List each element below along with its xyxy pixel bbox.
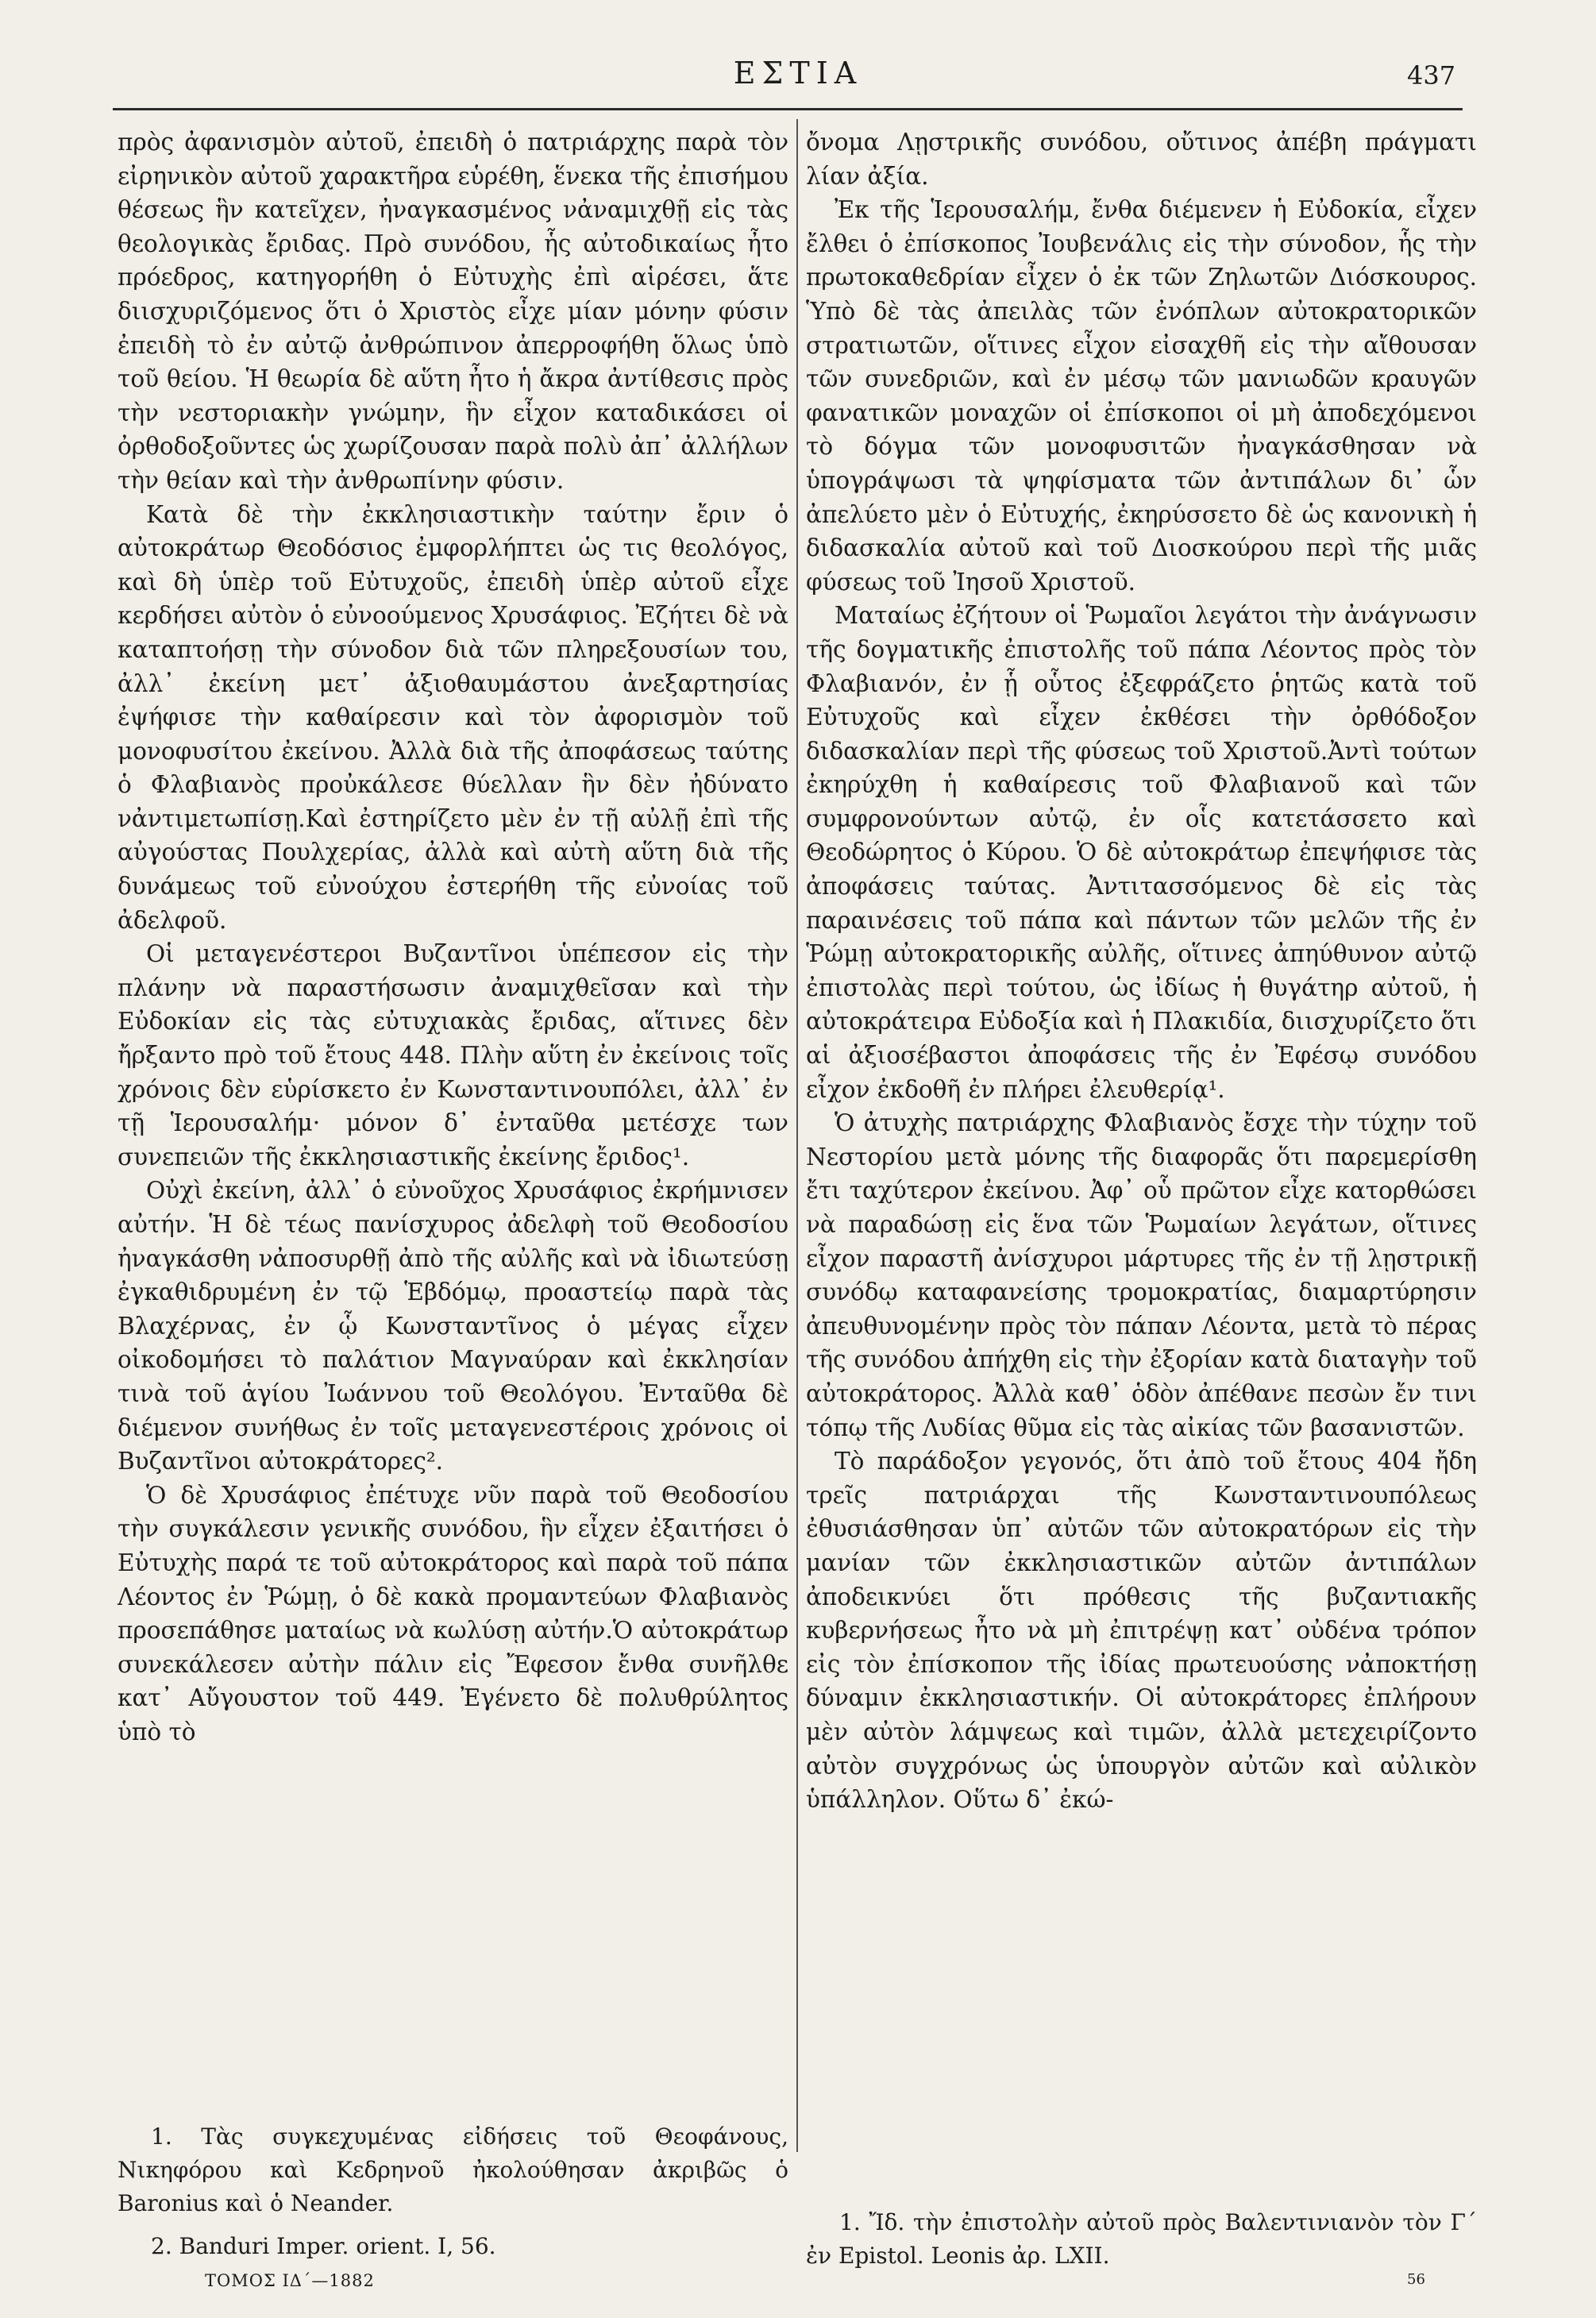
footnotes-left [118,2120,788,2263]
paragraph: Ἐκ τῆς Ἱερουσαλήμ, ἔνθα διέμενεν ἡ Εὐδοκία, εἶχεν ἔλθει ὁ ἐπίσκοπος Ἰουβενάλις εἰς τὴν σύνοδον, ἧς τὴν πρωτοκαθεδρίαν εἶχεν ὁ ἐκ τῶν Ζηλωτῶν Διόσκουρος. Ὑπὸ δὲ τὰς ἀπειλὰς τῶν ἐνόπλων αὐτοκρατορικῶν στρατιωτῶν, οἵτινες εἶχον εἰσαχθῆ εἰς τὴν αἴθουσαν τῶν συνεδριῶν, καὶ ἐν μέσῳ τῶν μανιωδῶν κραυγῶν φανατικῶν μοναχῶν οἱ ἐπίσκοποι οἱ μὴ ἀποδεχόμενοι τὸ δόγμα τῶν μονοφυσιτῶν ἠναγκάσθησαν νὰ ὑπογράψωσι τὰ ψηφίσματα τῶν ἀντιπάλων δι᾽ ὧν ἀπελύετο μὲν ὁ Εὐτυχής, ἐκηρύσσετο δὲ ὡς κανονικὴ ἡ διδασκαλία αὐτοῦ καὶ τοῦ Διοσκούρου περὶ τῆς μιᾶς φύσεως τοῦ Ἰησοῦ Χριστοῦ. [806,196,1477,596]
header-rule [113,108,1463,110]
left-column [118,125,788,1749]
paragraph: ὄνομα Λῃστρικῆς συνόδου, οὔτινος ἀπέβη πράγματι λίαν ἀξία. [806,129,1477,190]
footnote: 1. Τὰς συγκεχυμένας εἰδήσεις τοῦ Θεοφάνους, Νικηφόρου καὶ Κεδρηνοῦ ἠκολούθησαν ἀκριβῶς ὁ Baronius καὶ ὁ Neander. [118,2123,788,2216]
paragraph: Ματαίως ἐζήτουν οἱ Ῥωμαῖοι λεγάτοι τὴν ἀνάγνωσιν τῆς δογματικῆς ἐπιστολῆς τοῦ πάπα Λέοντος πρὸς τὸν Φλαβιανόν, ἐν ᾗ οὗτος ἐξεφράζετο ῥητῶς κατὰ τοῦ Εὐτυχοῦς καὶ εἶχεν ἐκθέσει τὴν ὀρθόδοξον διδασκαλίαν περὶ τῆς φύσεως τοῦ Χριστοῦ.Ἀντὶ τούτων ἐκηρύχθη ἡ καθαίρεσις τοῦ Φλαβιανοῦ καὶ τῶν συμφρονούντων αὐτῷ, ἐν οἷς κατετάσσετο καὶ Θεοδώρητος ὁ Κύρου. Ὁ δὲ αὐτοκράτωρ ἐπεψήφισε τὰς ἀποφάσεις ταύτας. Ἀντιτασσόμενος δὲ εἰς τὰς παραινέσεις τοῦ πάπα καὶ πάντων τῶν μελῶν τῆς ἐν Ῥώμῃ αὐτοκρατορικῆς αὐλῆς, οἵτινες ἀπηύθυνον αὐτῷ ἐπιστολὰς περὶ τούτου, ὡς ἰδίως ἡ θυγάτηρ αὐτοῦ, ἡ αὐτοκράτειρα Εὐδοξία καὶ ἡ Πλακιδία, διισχυρίζετο ὅτι αἱ ἀξιοσέβαστοι ἀποφάσεις τῆς ἐν Ἐφέσῳ συνόδου εἶχον ἐκδοθῆ ἐν πλήρει ἐλευθερίᾳ¹. [806,602,1477,1103]
paragraph: Τὸ παράδοξον γεγονός, ὅτι ἀπὸ τοῦ ἔτους 404 ἤδη τρεῖς πατριάρχαι τῆς Κωνσταντινουπόλεως ἐθυσιάσθησαν ὑπ᾽ αὐτῶν τῶν αὐτοκρατόρων εἰς τὴν μανίαν τῶν ἐκκλησιαστικῶν αὐτῶν ἀντιπάλων ἀποδεικνύει ὅτι πρόθεσις τῆς βυζαντιακῆς κυβερνήσεως ἦτο νὰ μὴ ἐπιτρέψῃ κατ᾽ οὐδένα τρόπον εἰς τὸν ἐπίσκοπον τῆς ἰδίας πρωτευούσης νἀποκτήσῃ δύναμιν ἐκκλησιαστικήν. Οἱ αὐτοκράτορες ἐπλήρουν μὲν αὐτὸν λάμψεως καὶ τιμῶν, ἀλλὰ μετεχειρίζοντο αὐτὸν συγχρόνως ὡς ὑπουργὸν αὐτῶν καὶ αὐλικὸν ὑπάλληλον. Οὕτω δ᾽ ἐκώ- [806,1448,1477,1814]
paragraph: Οὐχὶ ἐκείνη, ἀλλ᾽ ὁ εὐνοῦχος Χρυσάφιος ἐκρήμνισεν αὐτήν. Ἡ δὲ τέως πανίσχυρος ἀδελφὴ τοῦ Θεοδοσίου ἠναγκάσθη νἀποσυρθῇ ἀπὸ τῆς αὐλῆς καὶ νὰ ἰδιωτεύσῃ ἐγκαθιδρυμένη ἐν τῷ Ἑβδόμῳ, προαστείῳ παρὰ τὰς Βλαχέρνας, ἐν ᾧ Κωνσταντῖνος ὁ μέγας εἶχεν οἰκοδομήσει τὸ παλάτιον Μαγναύραν καὶ ἐκκλησίαν τινὰ τοῦ ἁγίου Ἰωάννου τοῦ Θεολόγου. Ἐνταῦθα δὲ διέμενον συνήθως ἐν τοῖς μεταγενεστέροις χρόνοις οἱ Βυζαντῖνοι αὐτοκράτορες². [118,1177,788,1475]
paragraph: Οἱ μεταγενέστεροι Βυζαντῖνοι ὑπέπεσον εἰς τὴν πλάνην νὰ παραστήσωσιν ἀναμιχθεῖσαν καὶ τὴν Εὐδοκίαν εἰς τὰς εὐτυχιακὰς ἔριδας, αἵτινες δὲν ἤρξαντο πρὸ τοῦ ἔτους 448. Πλὴν αὕτη ἐν ἐκείνοις τοῖς χρόνοις δὲν εὑρίσκετο ἐν Κωνσταντινουπόλει, ἀλλ᾽ ἐν τῇ Ἱερουσαλήμ· μόνον δ᾽ ἐνταῦθα μετέσχε των συνεπειῶν τῆς ἐκκλησιαστικῆς ἐκείνης ἔριδος¹. [118,940,788,1171]
right-column [806,125,1477,1817]
paragraph: πρὸς ἀφανισμὸν αὐτοῦ, ἐπειδὴ ὁ πατριάρχης παρὰ τὸν εἰρηνικὸν αὐτοῦ χαρακτῆρα εὑρέθη, ἕνεκα τῆς ἐπισήμου θέσεως ἣν κατεῖχεν, ἠναγκασμένος νἀναμιχθῇ εἰς τὰς θεολογικὰς ἔριδας. Πρὸ συνόδου, ἧς αὐτοδικαίως ἦτο πρόεδρος, κατηγορήθη ὁ Εὐτυχὴς ἐπὶ αἱρέσει, ἅτε διισχυριζόμενος ὅτι ὁ Χριστὸς εἶχε μίαν μόνην φύσιν ἐπειδὴ τὸ ἐν αὐτῷ ἀνθρώπινον ἀπερροφήθη ὅλως ὑπὸ τοῦ θείου. Ἡ θεωρία δὲ αὕτη ἦτο ἡ ἄκρα ἀντίθεσις πρὸς τὴν νεστοριακὴν γνώμην, ἣν εἶχον καταδικάσει οἱ ὀρθοδοξοῦντες ὡς χωρίζουσαν παρὰ πολὺ ἀπ᾽ ἀλλήλων τὴν θείαν καὶ τὴν ἀνθρωπίνην φύσιν. [118,129,788,494]
paragraph: Ὁ ἀτυχὴς πατριάρχης Φλαβιανὸς ἔσχε τὴν τύχην τοῦ Νεστορίου μετὰ μόνης τῆς διαφορᾶς ὅτι παρεμερίσθη ἔτι ταχύτερον ἐκείνου. Ἀφ᾽ οὗ πρῶτον εἶχε κατορθώσει νὰ παραδώσῃ εἰς ἕνα τῶν Ῥωμαίων λεγάτων, οἵτινες εἶχον παραστῆ ἀνίσχυροι μάρτυρες τῆς ἐν τῇ λῃστρικῇ συνόδῳ καταφανείσης τρομοκρατίας, διαμαρτύρησιν ἀπευθυνομένην πρὸς τὸν πάπαν Λέοντα, μετὰ τὸ πέρας τῆς συνόδου ἀπήχθη εἰς τὴν ἐξορίαν κατὰ διαταγὴν τοῦ αὐτοκράτορος. Ἀλλὰ καθ᾽ ὁδὸν ἀπέθανε πεσὼν ἔν τινι τόπῳ τῆς Λυδίας θῦμα εἰς τὰς αἰκίας τῶν βασανιστῶν. [806,1109,1477,1441]
volume-line: ΤΟΜΟΣ ΙΔ´—1882 [205,2271,375,2290]
footnotes-right [806,2206,1477,2273]
paragraph: Κατὰ δὲ τὴν ἐκκλησιαστικὴν ταύτην ἔριν ὁ αὐτοκράτωρ Θεοδόσιος ἐμφορλήπτει ὡς τις θεολόγος, καὶ δὴ ὑπὲρ τοῦ Εὐτυχοῦς, ἐπειδὴ ὑπὲρ αὐτοῦ εἶχε κερδήσει αὐτὸν ὁ εὐνοούμενος Χρυσάφιος. Ἐζήτει δὲ νὰ καταπτοήσῃ τὴν σύνοδον διὰ τῶν πληρεξουσίων του, ἀλλ᾽ ἐκείνη μετ᾽ ἀξιοθαυμάστου ἀνεξαρτησίας ἐψήφισε τὴν καθαίρεσιν καὶ τὸν ἀφορισμὸν τοῦ μονοφυσίτου ἐκείνου. Ἀλλὰ διὰ τῆς ἀποφάσεως ταύτης ὁ Φλαβιανὸς προὐκάλεσε θύελλαν ἣν δὲν ἠδύνατο νἀντιμετωπίσῃ.Καὶ ἐστηρίζετο μὲν ἐν τῇ αὐλῇ ἐπὶ τῆς αὐγούστας Πουλχερίας, ἀλλὰ καὶ αὐτὴ αὕτη διὰ τῆς δυνάμεως τοῦ εὐνούχου ἐστερήθη τῆς εὐνοίας τοῦ ἀδελφοῦ. [118,500,788,934]
footnote: 2. Banduri Imper. orient. I, 56. [151,2233,496,2259]
paragraph: Ὁ δὲ Χρυσάφιος ἐπέτυχε νῦν παρὰ τοῦ Θεοδοσίου τὴν συγκάλεσιν γενικῆς συνόδου, ἣν εἶχεν ἐξαιτήσει ὁ Εὐτυχὴς παρά τε τοῦ αὐτοκράτορος καὶ παρὰ τοῦ πάπα Λέοντος ἐν Ῥώμῃ, ὁ δὲ κακὰ προμαντεύων Φλαβιανὸς προσεπάθησε ματαίως νὰ κωλύσῃ αὐτήν.Ὁ αὐτοκράτωρ συνεκάλεσεν αὐτὴν πάλιν εἰς Ἔφεσον ἔνθα συνῆλθε κατ᾽ Αὔγουστον τοῦ 449. Ἐγένετο δὲ πολυθρύλητος ὑπὸ τὸ [118,1481,788,1745]
page-number: 437 [1407,60,1456,91]
footnote: 1. Ἴδ. τὴν ἐπιστολὴν αὐτοῦ πρὸς Βαλεντινιανὸν τὸν Γ´ ἐν Epistol. Leonis ἀρ. LXII. [806,2209,1477,2269]
running-title: ΕΣΤΙΑ [733,56,863,91]
column-divider [796,119,798,2152]
signature-mark: 56 [1407,2271,1425,2288]
